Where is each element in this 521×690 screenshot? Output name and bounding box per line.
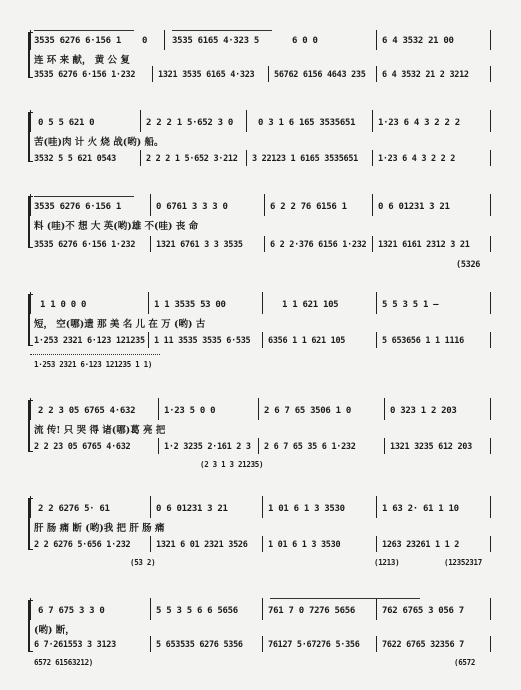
barline (490, 236, 491, 252)
barline (262, 332, 263, 348)
vocal-measure: 0 5 5 621 0 (38, 118, 95, 128)
vocal-measure: 6 2 2 76 6156 1 (270, 202, 347, 212)
vocal-measure: 1 1 0 0 0 (40, 300, 87, 310)
vocal-measure: 1·23 6 4 3 2 2 2 (378, 118, 460, 128)
barline (376, 66, 377, 82)
vocal-measure: 6 0 0 (292, 36, 318, 46)
vocal-measure: 1 1 3535 53 00 (154, 300, 226, 310)
barline (264, 236, 265, 252)
vocal-measure: 0 6761 3 3 3 0 (156, 202, 228, 212)
accomp-measure: 1321 3235 612 203 (390, 442, 472, 452)
vocal-measure: 0 6 01231 3 21 (156, 504, 228, 514)
vocal-measure: 0 (142, 36, 148, 46)
vocal-measure: 761 7 0 7276 5656 (268, 606, 356, 616)
accomp-measure: 6 2 2·376 6156 1·232 (270, 240, 367, 250)
vocal-measure: 5 5 3 5 6 6 5656 (156, 606, 238, 616)
vocal-measure: 1·23 5 0 0 (164, 406, 216, 416)
beam (270, 598, 420, 599)
vocal-measure: 762 6765 3 056 7 (382, 606, 464, 616)
barline (150, 496, 151, 518)
vocal-measure: 2 2 3 05 6765 4·632 (38, 406, 136, 416)
barline (490, 150, 491, 166)
barline (376, 332, 377, 348)
vocal-measure: 3535 6165 4·323 5 (172, 36, 260, 46)
system-1 (0, 14, 521, 84)
barline (140, 110, 141, 132)
barline (246, 150, 247, 166)
system-3 (0, 184, 521, 280)
barline (150, 636, 151, 652)
barline (264, 194, 265, 216)
barline (158, 398, 159, 420)
lyrics-line: 连 环 来 献， 黄 公 复 (34, 55, 130, 66)
accomp-measure: 7622 6765 32356 7 (382, 640, 464, 650)
repeat-dots (30, 354, 160, 356)
system-4 (0, 286, 521, 380)
accomp-measure: 2 2 6276 5·656 1·232 (34, 540, 131, 550)
barline (164, 30, 165, 50)
barline (262, 536, 263, 552)
accomp-measure: 1·2 3235 2·161 2 3 (164, 442, 251, 452)
barline (30, 292, 31, 314)
barline (384, 398, 385, 420)
accomp-measure: 2 6 7 65 35 6 1·232 (264, 442, 356, 452)
vocal-measure: 1 63 2· 61 1 10 (382, 504, 459, 514)
barline (376, 536, 377, 552)
barline (490, 496, 491, 518)
accomp-measure: 1321 3535 6165 4·323 (158, 70, 255, 80)
accomp-measure: 6356 1 1 621 105 (268, 336, 346, 346)
barline (490, 332, 491, 348)
vocal-measure: 3535 6276 6·156 1 (34, 202, 122, 212)
beam (34, 30, 134, 31)
accomp-measure: 56762 6156 4643 235 (274, 70, 366, 80)
tail-note: (6572 (454, 658, 476, 667)
vocal-measure: 2 2 6276 5· 61 (38, 504, 110, 514)
lyrics-line: 肝 肠 痛 断 (哟)我 把 肝 肠 痛 (34, 523, 165, 534)
barline (376, 292, 377, 314)
barline (372, 110, 373, 132)
accomp-measure: 76127 5·67276 5·356 (268, 640, 360, 650)
barline (30, 598, 31, 620)
barline (372, 194, 373, 216)
barline (148, 332, 149, 348)
barline (262, 636, 263, 652)
barline (490, 398, 491, 420)
system-6 (0, 490, 521, 580)
barline (150, 598, 151, 620)
barline (384, 438, 385, 454)
system-7 (0, 592, 521, 690)
beam (172, 30, 272, 31)
barline (30, 398, 31, 420)
accomp-measure: 1321 6161 2312 3 21 (378, 240, 470, 250)
accomp-measure: 3 22123 1 6165 3535651 (252, 154, 358, 164)
system-5 (0, 392, 521, 478)
barline (150, 536, 151, 552)
barline (262, 598, 263, 620)
barline (490, 30, 491, 50)
lyrics-line: 苦(哇)肉 计 火 烧 战(哟) 船。 (34, 137, 164, 148)
accomp-measure: 2 2 2 1 5·652 3·212 (146, 154, 238, 164)
barline (262, 292, 263, 314)
extra-mid: (1213) (374, 558, 400, 567)
barline (376, 496, 377, 518)
lyrics-line: (哟) 断， (34, 625, 75, 636)
barline (490, 110, 491, 132)
accomp-measure: 1·253 2321 6·123 121235 (34, 336, 145, 346)
barline (490, 636, 491, 652)
barline (376, 30, 377, 50)
vocal-measure: 3535 6276 6·156 1 (34, 36, 122, 46)
extra-line: (2 3 1 3 21235) (200, 460, 264, 469)
barline (490, 292, 491, 314)
barline (490, 598, 491, 620)
extra-line: 1·253 2321 6·123 121235 1 1) (34, 360, 153, 369)
accomp-measure: 3535 6276 6·156 1·232 (34, 240, 136, 250)
vocal-measure: 2 6 7 65 3506 1 0 (264, 406, 352, 416)
barline (148, 292, 149, 314)
accomp-measure: 1321 6761 3 3 3535 (156, 240, 243, 250)
extra-left: (53 2) (130, 558, 156, 567)
barline (30, 30, 31, 50)
barline (372, 236, 373, 252)
barline (490, 66, 491, 82)
vocal-measure: 0 3 1 6 165 3535651 (258, 118, 356, 128)
lyrics-line: 流 传! 只 哭 得 诸(哪)葛 亮 把 (34, 425, 166, 436)
vocal-measure: 0 323 1 2 203 (390, 406, 457, 416)
barline (30, 110, 31, 132)
barline (30, 496, 31, 518)
barline (258, 398, 259, 420)
barline (262, 496, 263, 518)
lyrics-line: 短， 空(哪)遗 那 美 名 儿 在 万 (哟) 古 (34, 319, 206, 330)
barline (150, 194, 151, 216)
barline (490, 194, 491, 216)
barline (490, 438, 491, 454)
tail-note: (5326 (456, 260, 481, 270)
accomp-measure: 1·23 6 4 3 2 2 2 (378, 154, 456, 164)
barline (490, 536, 491, 552)
barline (30, 194, 31, 216)
barline (152, 66, 153, 82)
vocal-measure: 6 7 675 3 3 0 (38, 606, 105, 616)
barline (376, 598, 377, 620)
vocal-measure: 1 01 6 1 3 3530 (268, 504, 345, 514)
vocal-measure: 6 4 3532 21 00 (382, 36, 454, 46)
barline (246, 110, 247, 132)
accomp-measure: 3535 6276 6·156 1·232 (34, 70, 136, 80)
vocal-measure: 5 5 3 5 1 – (382, 300, 439, 310)
accomp-measure: 1 11 3535 3535 6·535 (154, 336, 251, 346)
accomp-measure: 5 653656 1 1 1116 (382, 336, 464, 346)
extra-line: 6572 61563212) (34, 658, 94, 667)
barline (140, 150, 141, 166)
barline (376, 636, 377, 652)
accomp-measure: 1 01 6 1 3 3530 (268, 540, 341, 550)
accomp-measure: 1321 6 01 2321 3526 (156, 540, 248, 550)
barline (258, 438, 259, 454)
accomp-measure: 2 2 23 05 6765 4·632 (34, 442, 131, 452)
barline (372, 150, 373, 166)
barline (268, 66, 269, 82)
lyrics-line: 料 (哇)不 想 大 英(哟)雄 不(哇) 丧 命 (34, 221, 199, 232)
vocal-measure: 0 6 01231 3 21 (378, 202, 450, 212)
vocal-measure: 2 2 2 1 5·652 3 0 (146, 118, 234, 128)
barline (150, 236, 151, 252)
accomp-measure: 3532 5 5 621 0543 (34, 154, 116, 164)
system-2 (0, 100, 521, 170)
extra-right: (12352317 (444, 558, 482, 567)
accomp-measure: 6 7·261553 3 3123 (34, 640, 116, 650)
accomp-measure: 1263 23261 1 1 2 (382, 540, 460, 550)
vocal-measure: 1 1 621 105 (282, 300, 339, 310)
beam (34, 196, 134, 197)
barline (158, 438, 159, 454)
accomp-measure: 6 4 3532 21 2 3212 (382, 70, 469, 80)
accomp-measure: 5 653535 6276 5356 (156, 640, 243, 650)
